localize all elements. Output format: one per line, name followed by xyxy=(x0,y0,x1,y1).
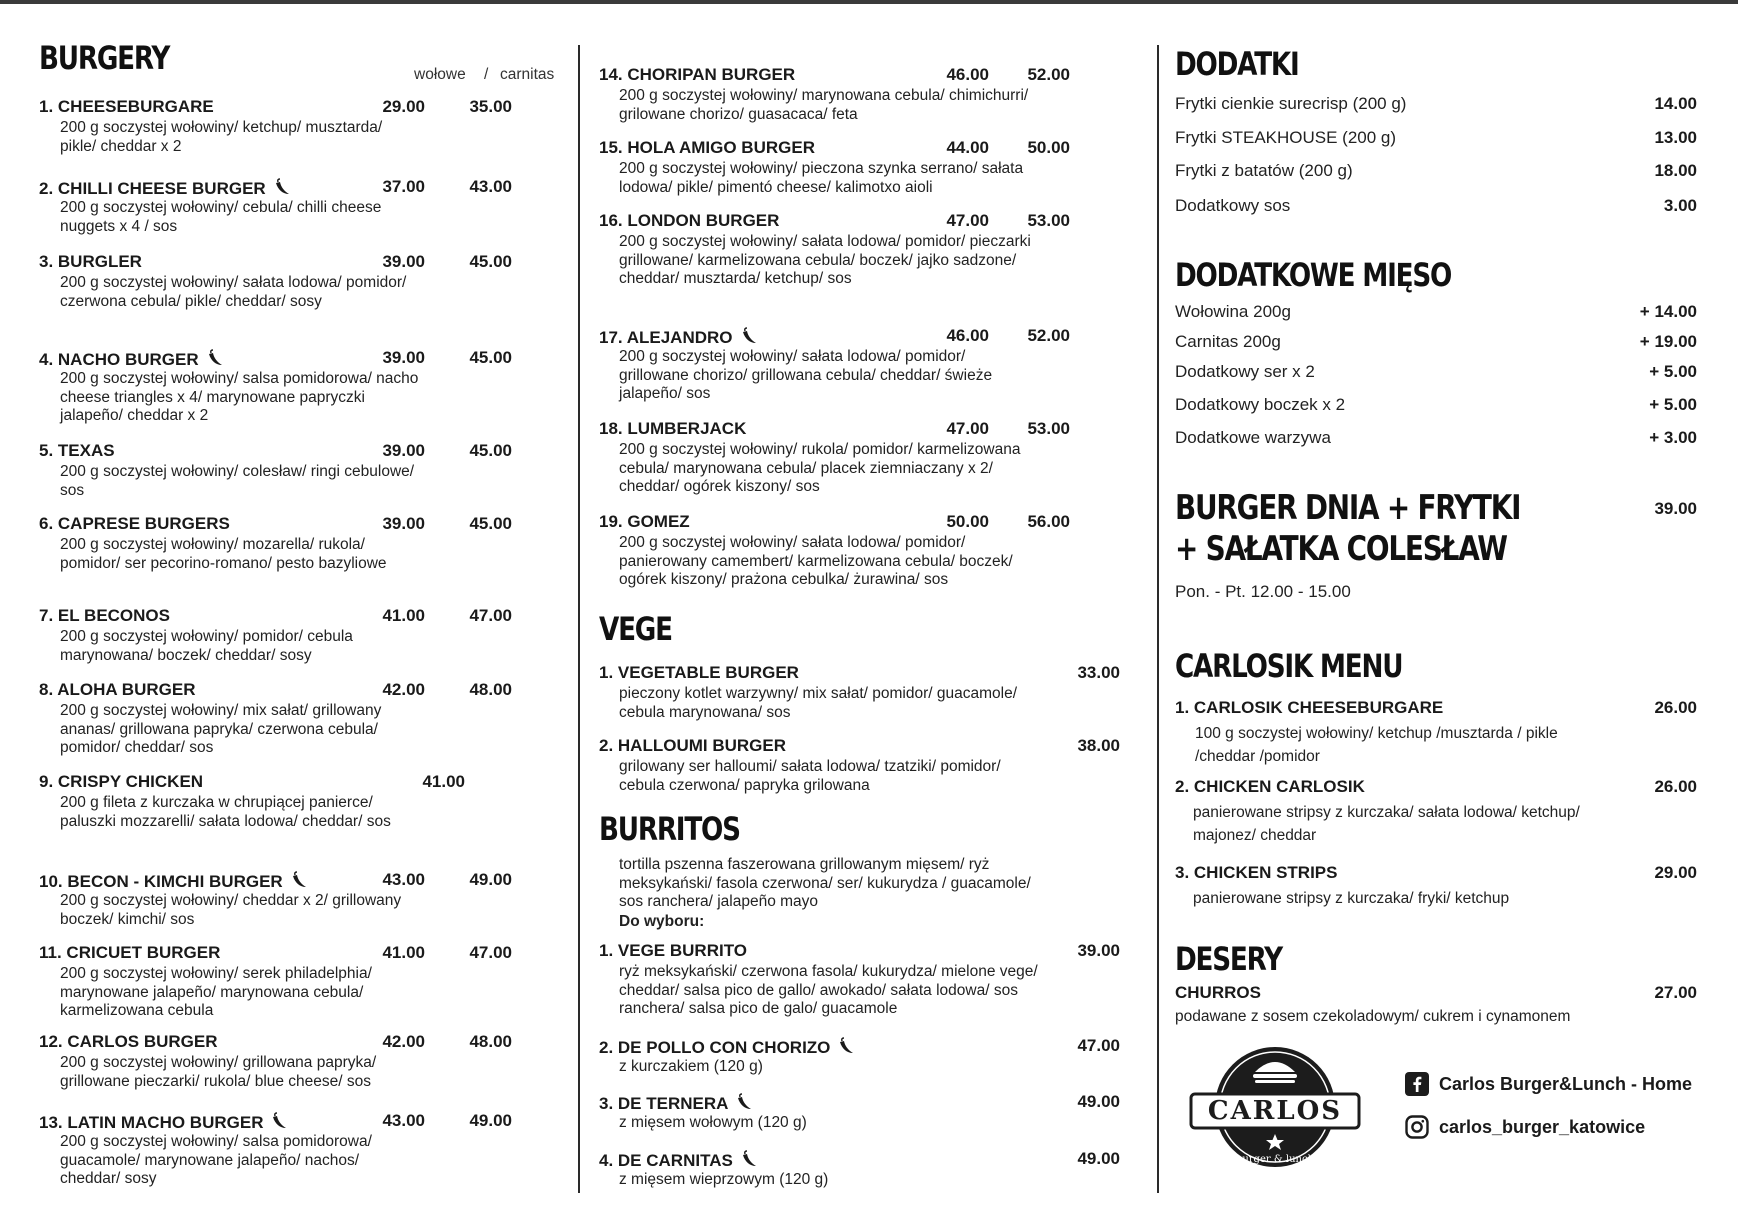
burger-price-wolowe: 39.00 xyxy=(382,514,425,533)
burger-name: 12. CARLOS BURGER xyxy=(39,1032,218,1051)
burger-price-wolowe: 39.00 xyxy=(382,348,425,367)
extra-meat-name: Carnitas 200g xyxy=(1175,332,1281,351)
section-title-desery: DESERY xyxy=(1175,940,1282,978)
burger-name: 9. CRISPY CHICKEN xyxy=(39,772,204,791)
kids-item-desc: panierowane stripsy z kurczaka/ fryki/ ketchup xyxy=(1193,890,1510,907)
instagram-link[interactable] xyxy=(1405,1115,1645,1139)
burger-name: 17. ALEJANDRO xyxy=(599,327,757,346)
burger-price-wolowe: 47.00 xyxy=(946,211,989,230)
burger-price-wolowe: 44.00 xyxy=(946,138,989,157)
burger-desc: 200 g soczystej wołowiny/ cebula/ chilli cheese nuggets x 4 / sos xyxy=(60,199,382,235)
burritos-intro: tortilla pszenna faszerowana grillowanym mięsem/ ryż meksykański/ fasola czerwona/ ser/ kukurydza / guacamole/ sos ranchera/ jalapeño mayo xyxy=(619,856,1031,910)
burger-name: 14. CHORIPAN BURGER xyxy=(599,65,796,84)
addon-price: 3.00 xyxy=(1663,196,1697,215)
burger-name: 19. GOMEZ xyxy=(599,512,690,531)
section-title-mieso: DODATKOWE MIĘSO xyxy=(1175,256,1452,294)
burrito-name: 1. VEGE BURRITO xyxy=(599,941,747,960)
burger-name: 13. LATIN MACHO BURGER xyxy=(39,1112,287,1131)
burger-desc: 200 g soczystej wołowiny/ sałata lodowa/ pomidor/ grillowane chorizo/ grillowana cebula/ cheddar/ świeże jalapeño/ sos xyxy=(619,348,993,402)
burger-price-wolowe: 46.00 xyxy=(946,65,989,84)
burger-desc: 200 g soczystej wołowiny/ ketchup/ musztarda/ pikle/ cheddar x 2 xyxy=(60,119,383,155)
extra-meat-name: Wołowina 200g xyxy=(1175,302,1291,321)
vege-price: 38.00 xyxy=(1077,736,1120,755)
chili-pepper-icon xyxy=(205,349,223,367)
extra-meat-name: Dodatkowy ser x 2 xyxy=(1175,362,1315,381)
burrito-price: 49.00 xyxy=(1077,1092,1120,1111)
column-divider-1 xyxy=(578,45,580,1193)
burger-price-wolowe: 43.00 xyxy=(382,1111,425,1130)
burger-name: 10. BECON - KIMCHI BURGER xyxy=(39,871,307,890)
column-header-wolowe: wołowe xyxy=(414,66,466,83)
section-title-burgery: BURGERY xyxy=(39,39,170,77)
burrito-name: 4. DE CARNITAS xyxy=(599,1150,757,1169)
kids-item-name: 2. CHICKEN CARLOSIK xyxy=(1175,777,1365,796)
instagram-label: carlos_burger_katowice xyxy=(1439,1116,1646,1137)
burger-price-carnitas: 48.00 xyxy=(469,680,512,699)
chili-pepper-icon xyxy=(272,178,290,196)
burrito-price: 47.00 xyxy=(1077,1036,1120,1055)
burger-price-carnitas: 52.00 xyxy=(1027,326,1070,345)
burger-price-carnitas: 47.00 xyxy=(469,606,512,625)
burger-price-wolowe: 50.00 xyxy=(946,512,989,531)
burger-desc: 200 g soczystej wołowiny/ pieczona szynka serrano/ sałata lodowa/ pikle/ pimentó cheese/ kalimotxo aioli xyxy=(619,160,1024,196)
burger-name: 1. CHEESEBURGARE xyxy=(39,97,214,116)
burger-price-carnitas: 49.00 xyxy=(469,870,512,889)
carlos-logo xyxy=(1185,1040,1365,1170)
burger-desc: 200 g soczystej wołowiny/ pomidor/ cebula marynowana/ boczek/ cheddar/ sosy xyxy=(60,628,353,664)
burger-price-carnitas: 47.00 xyxy=(469,943,512,962)
burger-price-carnitas: 52.00 xyxy=(1027,65,1070,84)
burger-name: 7. EL BECONOS xyxy=(39,606,170,625)
kids-item-name: 3. CHICKEN STRIPS xyxy=(1175,863,1338,882)
burrito-desc: z kurczakiem (120 g) xyxy=(619,1058,763,1075)
addon-name: Frytki z batatów (200 g) xyxy=(1175,161,1353,180)
burger-price-wolowe: 39.00 xyxy=(382,441,425,460)
vege-desc: grilowany ser halloumi/ sałata lodowa/ tzatziki/ pomidor/ cebula czerwona/ papryka grilowana xyxy=(619,758,1001,794)
chili-pepper-icon xyxy=(269,1112,287,1130)
logo-brand-text: CARLOS xyxy=(1207,1096,1343,1126)
burger-desc: 200 g soczystej wołowiny/ serek philadelphia/ marynowane jalapeño/ marynowana cebula/ karmelizowana cebula xyxy=(60,965,372,1019)
burger-price-carnitas: 45.00 xyxy=(469,252,512,271)
burger-price-carnitas: 53.00 xyxy=(1027,419,1070,438)
chili-pepper-icon xyxy=(734,1093,752,1111)
burger-name: 3. BURGLER xyxy=(39,252,142,271)
dessert-churros-name: CHURROS xyxy=(1175,983,1261,1002)
burger-price-carnitas: 49.00 xyxy=(469,1111,512,1130)
extra-meat-price: + 5.00 xyxy=(1649,362,1697,381)
burger-price-wolowe: 46.00 xyxy=(946,326,989,345)
logo-tagline-text: burger & lunch xyxy=(1235,1154,1315,1165)
extra-meat-price: + 19.00 xyxy=(1639,332,1697,351)
chili-pepper-icon xyxy=(836,1037,854,1055)
extra-meat-name: Dodatkowe warzywa xyxy=(1175,428,1331,447)
chili-pepper-icon xyxy=(739,327,757,345)
burger-dnia-hours: Pon. - Pt. 12.00 - 15.00 xyxy=(1175,582,1351,601)
burger-name: 6. CAPRESE BURGERS xyxy=(39,514,230,533)
addon-name: Frytki cienkie surecrisp (200 g) xyxy=(1175,94,1407,113)
burger-price-carnitas: 53.00 xyxy=(1027,211,1070,230)
burger-price-carnitas: 43.00 xyxy=(469,177,512,196)
burger-price-carnitas: 45.00 xyxy=(469,514,512,533)
addon-name: Dodatkowy sos xyxy=(1175,196,1291,215)
burger-name: 18. LUMBERJACK xyxy=(599,419,747,438)
burger-desc: 200 g soczystej wołowiny/ salsa pomidorowa/ guacamole/ marynowane jalapeño/ nachos/ cheddar/ sosy xyxy=(60,1133,372,1187)
burger-desc: 200 g soczystej wołowiny/ mix sałat/ grillowany ananas/ grillowana papryka/ czerwona cebula/ pomidor/ cheddar/ sos xyxy=(60,702,382,756)
burrito-price: 49.00 xyxy=(1077,1149,1120,1168)
burger-desc: 200 g soczystej wołowiny/ sałata lodowa/ pomidor/ panierowany camembert/ karmelizowana cebula/ boczek/ ogórek kiszony/ prażona cebulka/ żurawina/ sos xyxy=(619,534,1013,588)
burrito-name: 3. DE TERNERA xyxy=(599,1093,752,1112)
addon-price: 18.00 xyxy=(1654,161,1697,180)
kids-item-price: 26.00 xyxy=(1654,777,1697,796)
burger-price-wolowe: 29.00 xyxy=(382,97,425,116)
dessert-churros-price: 27.00 xyxy=(1654,983,1697,1002)
burger-price-wolowe: 42.00 xyxy=(382,680,425,699)
extra-meat-price: + 3.00 xyxy=(1649,428,1697,447)
extra-meat-price: + 5.00 xyxy=(1649,395,1697,414)
burger-price-carnitas: 48.00 xyxy=(469,1032,512,1051)
burger-price-wolowe: 42.00 xyxy=(382,1032,425,1051)
kids-item-price: 29.00 xyxy=(1654,863,1697,882)
vege-name: 2. HALLOUMI BURGER xyxy=(599,736,786,755)
chili-pepper-icon xyxy=(289,871,307,889)
burger-name: 11. CRICUET BURGER xyxy=(39,943,221,962)
burger-desc: 200 g soczystej wołowiny/ rukola/ pomidor/ karmelizowana cebula/ marynowana cebula/ placek ziemniaczany x 2/ cheddar/ ogórek kiszony/ sos xyxy=(619,441,1021,495)
burger-desc: 200 g fileta z kurczaka w chrupiącej panierce/ paluszki mozzarelli/ sałata lodowa/ cheddar/ sos xyxy=(60,794,391,830)
facebook-link[interactable] xyxy=(1405,1072,1692,1096)
vege-desc: pieczony kotlet warzywny/ mix sałat/ pomidor/ guacamole/ cebula marynowana/ sos xyxy=(619,685,1017,721)
burger-name: 2. CHILLI CHEESE BURGER xyxy=(39,178,290,197)
burger-desc: 200 g soczystej wołowiny/ grillowana papryka/ grillowane pieczarki/ rukola/ blue cheese/ sos xyxy=(60,1054,377,1090)
facebook-icon xyxy=(1405,1072,1429,1096)
burger-name: 16. LONDON BURGER xyxy=(599,211,780,230)
burger-price-wolowe: 39.00 xyxy=(382,252,425,271)
burrito-desc: ryż meksykański/ czerwona fasola/ kukurydza/ mielone vege/ cheddar/ salsa pico de gallo/ awokado/ sałata lodowa/ sos ranchera/ salsa pico de galo/ guacamole xyxy=(619,963,1038,1017)
chili-pepper-icon xyxy=(739,1150,757,1168)
burger-price-carnitas: 45.00 xyxy=(469,441,512,460)
vege-name: 1. VEGETABLE BURGER xyxy=(599,663,799,682)
extra-meat-price: + 14.00 xyxy=(1639,302,1697,321)
column-header-carnitas: carnitas xyxy=(500,66,555,83)
burrito-name: 2. DE POLLO CON CHORIZO xyxy=(599,1037,854,1056)
carlos-logo-svg xyxy=(1185,1040,1365,1170)
burger-dnia-price: 39.00 xyxy=(1654,499,1697,518)
burger-price-carnitas: 50.00 xyxy=(1027,138,1070,157)
burger-price-wolowe: 37.00 xyxy=(382,177,425,196)
kids-item-price: 26.00 xyxy=(1654,698,1697,717)
instagram-icon xyxy=(1405,1115,1429,1139)
burger-price-wolowe: 43.00 xyxy=(382,870,425,889)
kids-item-desc: panierowane stripsy z kurczaka/ sałata lodowa/ ketchup/ majonez/ cheddar xyxy=(1193,804,1580,844)
burger-dnia-line1: BURGER DNIA + FRYTKI xyxy=(1175,488,1521,528)
burger-price-wolowe: 41.00 xyxy=(382,943,425,962)
burger-name: 15. HOLA AMIGO BURGER xyxy=(599,138,815,157)
vege-price: 33.00 xyxy=(1077,663,1120,682)
addon-price: 14.00 xyxy=(1654,94,1697,113)
burrito-desc: z mięsem wołowym (120 g) xyxy=(619,1114,807,1131)
burger-desc: 200 g soczystej wołowiny/ cheddar x 2/ grillowany boczek/ kimchi/ sos xyxy=(60,892,402,928)
burger-desc: 200 g soczystej wołowiny/ salsa pomidorowa/ nacho cheese triangles x 4/ marynowane papryczki jalapeño/ cheddar x 2 xyxy=(60,370,419,424)
dessert-churros-desc: podawane z sosem czekoladowym/ cukrem i cynamonem xyxy=(1175,1008,1571,1025)
burger-price-carnitas: 35.00 xyxy=(469,97,512,116)
section-title-burritos: BURRITOS xyxy=(599,810,740,848)
burrito-desc: z mięsem wieprzowym (120 g) xyxy=(619,1171,829,1188)
column-header-separator: / xyxy=(484,66,489,83)
facebook-label: Carlos Burger&Lunch - Home xyxy=(1439,1073,1693,1094)
burger-desc: 200 g soczystej wołowiny/ sałata lodowa/ pomidor/ czerwona cebula/ pikle/ cheddar/ sosy xyxy=(60,274,407,310)
kids-item-name: 1. CARLOSIK CHEESEBURGARE xyxy=(1175,698,1444,717)
burger-name: 4. NACHO BURGER xyxy=(39,349,223,368)
burger-price: 41.00 xyxy=(422,772,465,791)
section-title-vege: VEGE xyxy=(599,610,672,648)
kids-item-desc: 100 g soczystej wołowiny/ ketchup /musztarda / pikle /cheddar /pomidor xyxy=(1195,725,1558,765)
top-border xyxy=(0,0,1738,4)
addon-name: Frytki STEAKHOUSE (200 g) xyxy=(1175,128,1397,147)
burrito-price: 39.00 xyxy=(1077,941,1120,960)
burger-desc: 200 g soczystej wołowiny/ mozarella/ rukola/ pomidor/ ser pecorino-romano/ pesto bazyliowe xyxy=(60,536,387,572)
addon-price: 13.00 xyxy=(1654,128,1697,147)
burger-dnia-line2: + SAŁATKA COLESŁAW xyxy=(1175,529,1507,569)
section-title-dodatki: DODATKI xyxy=(1175,45,1299,83)
section-title-carlosik: CARLOSIK MENU xyxy=(1175,647,1403,685)
burger-price-carnitas: 45.00 xyxy=(469,348,512,367)
burger-name: 8. ALOHA BURGER xyxy=(39,680,196,699)
column-divider-2 xyxy=(1157,45,1159,1193)
burger-desc: 200 g soczystej wołowiny/ sałata lodowa/ pomidor/ pieczarki grillowane/ karmelizowana cebula/ boczek/ jajko sadzone/ cheddar/ musztarda/ ketchup/ sos xyxy=(619,233,1031,287)
burger-desc: 200 g soczystej wołowiny/ colesław/ ringi cebulowe/ sos xyxy=(60,463,415,499)
extra-meat-name: Dodatkowy boczek x 2 xyxy=(1175,395,1346,414)
burger-price-carnitas: 56.00 xyxy=(1027,512,1070,531)
burger-name: 5. TEXAS xyxy=(39,441,115,460)
burger-price-wolowe: 41.00 xyxy=(382,606,425,625)
burger-price-wolowe: 47.00 xyxy=(946,419,989,438)
burritos-choice-label: Do wyboru: xyxy=(619,913,705,930)
burger-desc: 200 g soczystej wołowiny/ marynowana cebula/ chimichurri/ grilowane chorizo/ guasacaca/ feta xyxy=(619,87,1029,123)
